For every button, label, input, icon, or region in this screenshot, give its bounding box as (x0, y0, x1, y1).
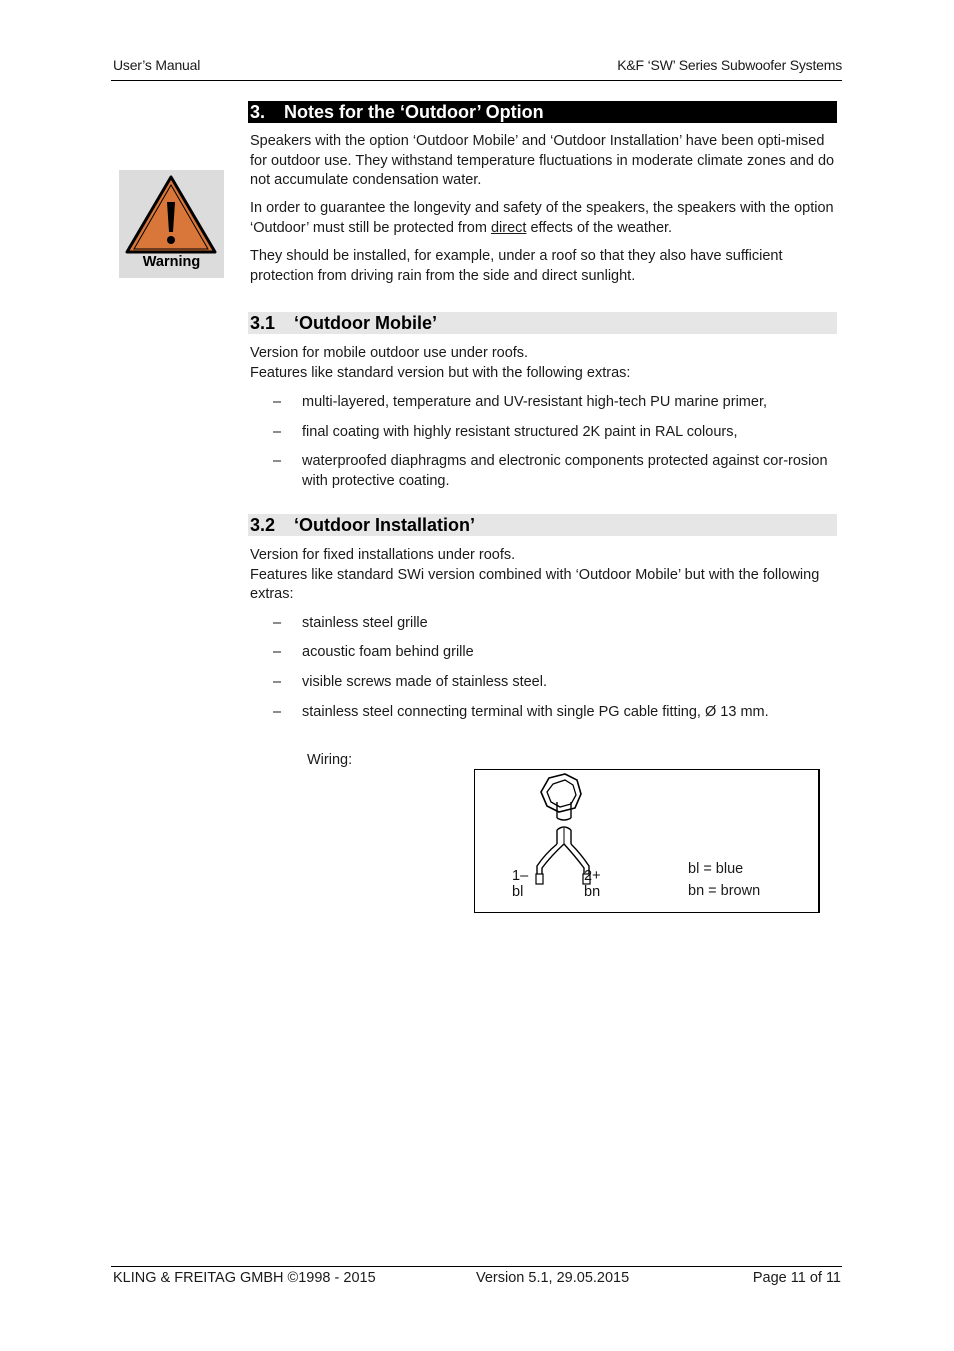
header-rule (111, 80, 842, 81)
warning-triangle-icon (119, 170, 224, 258)
wiring-diagram (474, 769, 820, 913)
section-3-title: Notes for the ‘Outdoor’ Option (284, 102, 544, 122)
footer-center: Version 5.1, 29.05.2015 (476, 1270, 630, 1286)
section-3-paragraph-2: In order to guarantee the longevity and safety of the speakers, the speakers with the option ‘Outdoor’ must still be protected from direct effects of the weather. (250, 200, 834, 236)
section-3-number: 3. (250, 102, 266, 122)
cable-connector-icon (515, 772, 635, 892)
legend-blue: bl = blue (688, 861, 744, 877)
section-3-2-title: ‘Outdoor Installation’ (294, 515, 475, 535)
emphasis-direct: direct (490, 219, 527, 236)
section-3-1-title: ‘Outdoor Mobile’ (294, 313, 437, 333)
wiring-label: Wiring: (307, 752, 353, 768)
section-3-heading (248, 101, 837, 123)
footer-page-number: Page 11 of 11 (752, 1270, 841, 1286)
pin-1-label: 1– (512, 868, 529, 884)
section-3-1-number: 3.1 (250, 313, 276, 333)
legend-brown: bn = brown (688, 883, 761, 899)
pin-2-color: bn (584, 884, 601, 900)
section-3-2-intro: Version for fixed installations under roofs. Features like standard SWi version combined with ‘Outdoor Mobile’ but with the following extras: (250, 547, 820, 602)
footer-rule (111, 1266, 842, 1267)
warning-label: Warning (142, 254, 201, 270)
section-3-1-intro: Version for mobile outdoor use under roofs. Features like standard version but with the following extras: (250, 345, 631, 381)
section-3-paragraph-3: They should be installed, for example, under a roof so that they also have sufficient protection from driving rain from the side and direct sunlight. (250, 248, 783, 284)
section-3-1-heading (248, 312, 837, 334)
warning-box (119, 170, 224, 278)
section-3-2-heading (248, 514, 837, 536)
pin-2-label: 2+ (584, 868, 601, 884)
header-right: K&F ‘SW’ Series Subwoofer Systems (617, 57, 842, 73)
section-3-2-number: 3.2 (250, 515, 276, 535)
pin-1-color: bl (512, 884, 524, 900)
section-3-paragraph-1: Speakers with the option ‘Outdoor Mobile’ and ‘Outdoor Installation’ have been opti-mised for outdoor use. They withstand temperature fluctuations in moderate climate zones and do not accumulate condensation water. (250, 133, 835, 188)
footer-left: KLING & FREITAG GMBH ©1998 - 2015 (113, 1270, 376, 1286)
header-left: User’s Manual (113, 57, 201, 73)
